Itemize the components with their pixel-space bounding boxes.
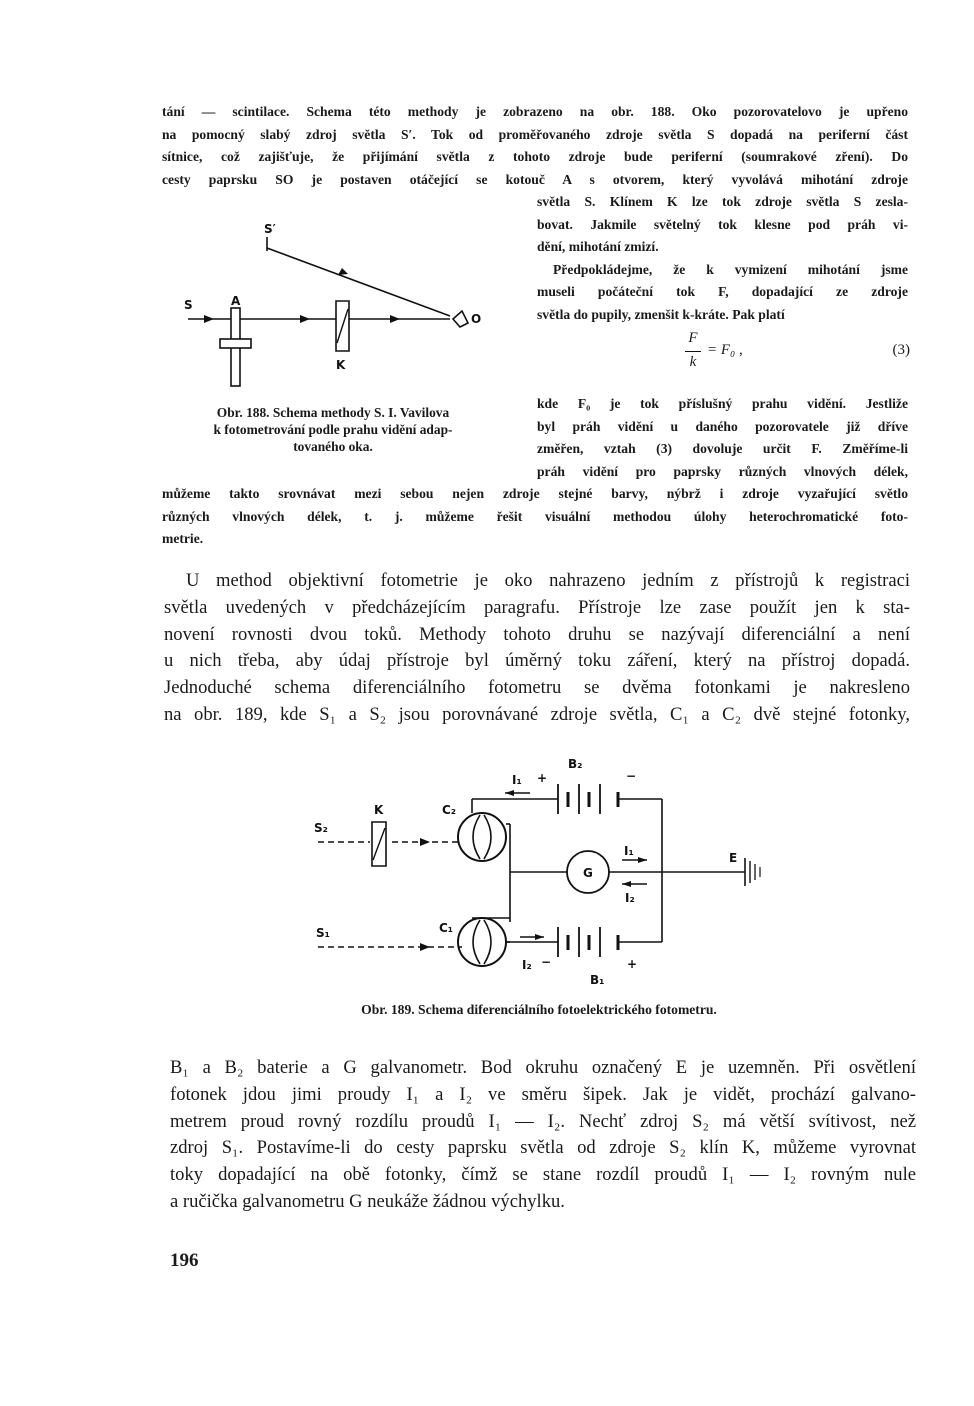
label-s: S	[184, 298, 193, 312]
fraction-bar	[685, 351, 701, 352]
equation-number: (3)	[892, 342, 910, 358]
text-line: světla S. Klínem K lze tok zdroje světla S zesla-	[537, 194, 908, 209]
label-e: E	[729, 851, 738, 865]
right-column-text	[537, 191, 908, 327]
label-i2-mid: I₂	[625, 891, 635, 905]
arrow-head	[420, 943, 430, 951]
text-line: tání — scintilace. Schema této methody je zobrazeno na obr. 188. Oko pozorovatelovo je upřeno	[162, 104, 908, 119]
text-line: a ručička galvanometru G neukáže žádnou výchylku.	[170, 1190, 565, 1212]
figure-188-diagram	[170, 215, 510, 395]
label-s-prime: S′	[264, 222, 276, 236]
text-line: Jednoduché schema diferenciálního fotometru se dvěma fotonkami je nakresleno	[164, 677, 910, 699]
label-c1: C₁	[439, 921, 454, 935]
text-line: světla do pupily, zmenšit k-kráte. Pak platí	[537, 306, 785, 322]
figure-189-caption: Obr. 189. Schema diferenciálního fotoelektrického fotometru.	[361, 1002, 717, 1017]
text-line: bovat. Jakmile světelný tok klesne pod práh vi-	[537, 216, 908, 232]
text-line: B₁ a B₂ baterie a G galvanometr. Bod okruhu označený E je uzemněn. Při osvětlení	[170, 1057, 916, 1078]
text-line: u nich třeba, aby údaj přístroje byl úměrný toku záření, který na přístroj dopadá.	[164, 650, 910, 672]
figure-188-caption	[168, 404, 498, 455]
text-line: zdroj S₁. Postavíme-li do cesty paprsku světla od zdroje S₂ klín K, můžeme vyrovnat	[170, 1137, 916, 1159]
arrow-head	[535, 934, 544, 940]
label-b1: B₁	[590, 973, 605, 987]
label-o: O	[471, 312, 482, 326]
paragraph-3	[170, 1055, 916, 1216]
text-line: toky dopadající na obě fotonky, čímž se stane rozdíl proudů I₁ — I₂ rovným nule	[170, 1164, 916, 1186]
label-minus-top: −	[626, 769, 637, 783]
label-g: G	[583, 866, 593, 880]
text-line: byl práh vidění u daného pozorovatele již dříve	[537, 418, 908, 434]
text-line: sítnice, což zajišťuje, že přijímání světla z tohoto zdroje bude periferní (soumrakové zření). Do	[162, 149, 908, 165]
caption-line: k fotometrování podle prahu vidění adap-	[213, 422, 453, 437]
arrow-head	[622, 881, 631, 887]
arrow-head	[420, 838, 430, 846]
label-s1: S₁	[316, 926, 330, 940]
label-s2: S₂	[314, 821, 328, 835]
text-line: metrem proud rovný rozdílu proudů I₁ — I₂. Nechť zdroj S₂ má větší svítivost, než	[170, 1110, 916, 1132]
text-line: U method objektivní fotometrie je oko nahrazeno jedním z přístrojů k registraci	[186, 570, 910, 591]
figure-189-diagram	[300, 752, 780, 997]
arrow-head	[338, 268, 348, 275]
equation-3	[685, 330, 910, 380]
text-line: cesty paprsku SO je postaven otáčející se kotouč A s otvorem, který vyvolává mihotání zdroje	[162, 171, 908, 187]
caption-line: Obr. 188. Schema methody S. I. Vavilova	[216, 405, 450, 420]
eye-o-icon	[453, 311, 468, 327]
text-line: můžeme takto srovnávat mezi sebou nejen zdroje stejné barvy, nýbrž i zdroje vyzařující světlo	[162, 486, 908, 501]
text-line: na pomocný slabý zdroj světla S′. Tok od proměřovaného zdroje světla S dopadá na periferní část	[162, 126, 908, 142]
equation-denominator: k	[689, 354, 697, 370]
label-i1-mid: I₁	[624, 844, 634, 858]
equation-numerator: F	[688, 330, 698, 346]
text-line: dění, mihotání zmizí.	[537, 239, 659, 255]
ray-s-prime	[267, 248, 450, 316]
text-line: metrie.	[162, 531, 204, 547]
label-k: K	[374, 803, 384, 817]
page-number: 196	[170, 1250, 199, 1271]
text-line: museli počáteční tok F, dopadající ze zdroje	[537, 284, 908, 300]
text-line: změřen, vztah (3) dovoluje určit F. Změříme-li	[537, 441, 908, 457]
label-a: A	[231, 294, 241, 308]
label-i1-top: I₁	[512, 773, 522, 787]
label-i2-bottom: I₂	[522, 958, 532, 972]
caption-line: tovaného oka.	[293, 439, 373, 454]
paragraph-2	[164, 568, 910, 729]
text-line: kde F₀ je tok příslušný prahu vidění. Jestliže	[537, 396, 908, 411]
bottom-small-paragraph	[162, 483, 908, 551]
text-line: světla uvedených v předcházejícím paragrafu. Přístroje lze zase použít jen k sta-	[164, 596, 910, 618]
arrow-head	[505, 790, 514, 796]
text-line: novení rovnosti dvou toků. Methody tohoto druhu se nazývají diferenciální a není	[164, 623, 910, 645]
disc-opening	[220, 339, 251, 348]
text-line: různých vlnových délek, t. j. můžeme řešit visuální methodou úlohy heterochromatické foto-	[162, 508, 908, 524]
label-k: K	[336, 358, 346, 372]
label-c2: C₂	[442, 803, 457, 817]
text-line: fotonek jdou jimi proudy I₁ a I₂ ve směru šipek. Jak je vidět, prochází galvano-	[170, 1083, 916, 1105]
label-minus-bottom: −	[541, 955, 552, 969]
text-line: Předpokládejme, že k vymizení mihotání jsme	[553, 261, 908, 277]
arrow-head	[638, 857, 647, 863]
photocell-c2	[458, 813, 506, 861]
arrow-head	[204, 315, 214, 323]
arrow-head	[390, 315, 400, 323]
top-paragraph	[162, 101, 908, 191]
arrow-head	[300, 315, 310, 323]
right-column-text-2	[537, 393, 908, 483]
equation-rhs: = F₀ ,	[707, 342, 743, 358]
label-plus-bottom: +	[627, 957, 638, 971]
label-b2: B₂	[568, 757, 583, 771]
text-line: práh vidění pro paprsky různých vlnových délek,	[537, 463, 908, 479]
photocell-c1	[458, 918, 506, 966]
text-line: na obr. 189, kde S₁ a S₂ jsou porovnávané zdroje světla, C₁ a C₂ dvě stejné fotonky,	[164, 703, 910, 725]
label-plus-top: +	[537, 771, 548, 785]
